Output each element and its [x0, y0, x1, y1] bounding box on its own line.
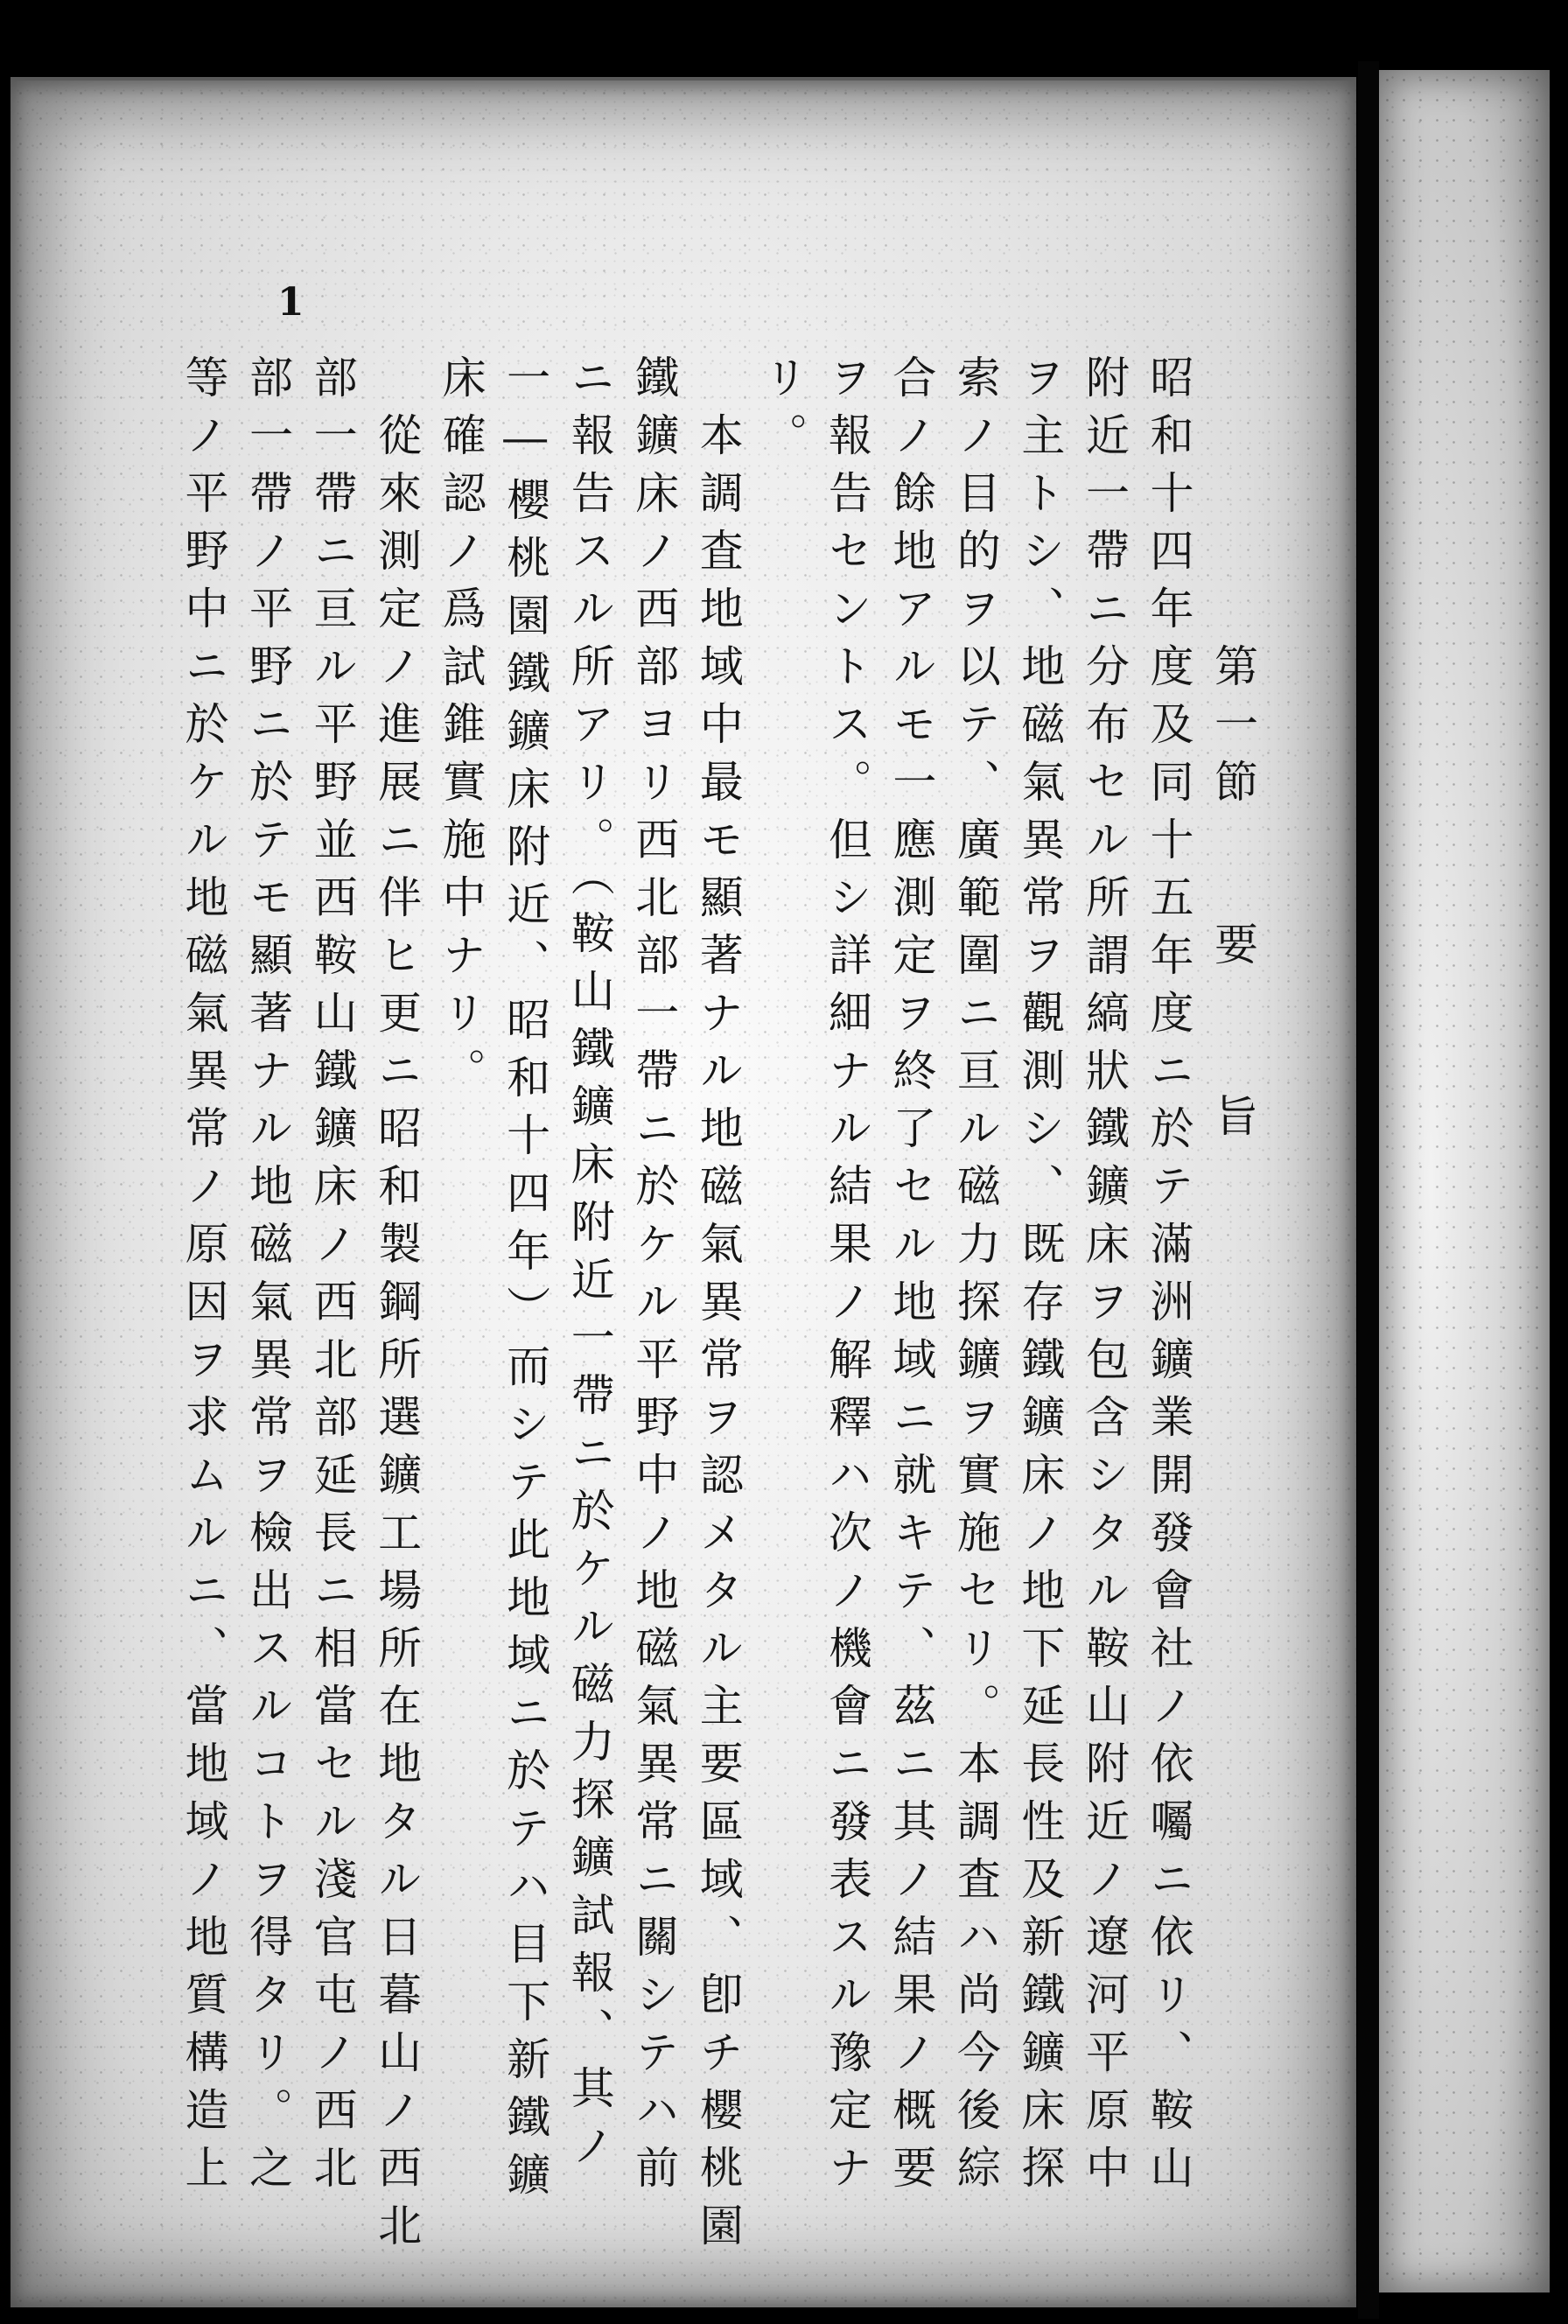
- text-column: 鐵鑛床ノ西部ヨリ西北部一帶ニ於ケル平野中ノ地磁氣異常ニ關シテハ前: [628, 354, 680, 2202]
- text-column: 床確認ノ爲試錐實施中ナリ。: [435, 354, 486, 1105]
- text-column: ヲ報告セントス。但シ詳細ナル結果ノ解釋ハ次ノ機會ニ發表スル豫定ナ: [821, 354, 872, 2202]
- text-column: ヲ主トシ、地磁氣異常ヲ觀測シ、既存鐵鑛床ノ地下延長性及新鐵鑛床探: [1014, 354, 1066, 2202]
- text-column: 部一帶ニ亘ル平野並西鞍山鐵鑛床ノ西北部延長ニ相當セル淺官屯ノ西北: [306, 354, 358, 2202]
- text-column: 索ノ目的ヲ以テ、廣範圍ニ亘ル磁力探鑛ヲ實施セリ。本調査ハ尚今後綜: [949, 354, 1001, 2202]
- heading-part-2: 要: [1208, 921, 1258, 979]
- text-column: 部一帶ノ平野ニ於テモ顯著ナル地磁氣異常ヲ檢出スルコトヲ得タリ。之: [242, 354, 294, 2202]
- text-column: 等ノ平野中ニ於ケル地磁氣異常ノ原因ヲ求ムルニ、當地域ノ地質構造上: [178, 354, 229, 2202]
- heading-part-3: 旨: [1208, 1093, 1258, 1151]
- text-column: ニ報告スル所アリ。（鞍山鐵鑛床附近一帶ニ於ケル磁力探鑛試報、其ノ: [564, 354, 615, 2180]
- text-column: 附近一帶ニ分布セル所謂縞狀鐵鑛床ヲ包含シタル鞍山附近ノ遼河平原中: [1078, 354, 1130, 2202]
- book-gutter: [1358, 61, 1379, 2319]
- text-column: 昭和十四年度及同十五年度ニ於テ滿洲鑛業開發會社ノ依囑ニ依リ、鞍山: [1143, 354, 1194, 2202]
- heading-part-1: 第一節: [1208, 643, 1258, 816]
- section-heading: [1206, 643, 1264, 1518]
- text-column: リ。: [757, 354, 808, 470]
- text-column: 一―櫻桃園鐵鑛床附近、昭和十四年）而シテ此地域ニ於テハ目下新鐵鑛: [500, 354, 551, 2209]
- text-column: 合ノ餘地アルモ一應測定ヲ終了セル地域ニ就キテ、茲ニ其ノ結果ノ概要: [886, 354, 937, 2202]
- adjacent-page-edge: [1379, 70, 1550, 2292]
- text-column: 從來測定ノ進展ニ伴ヒ更ニ昭和製鋼所選鑛工場所在地タル日暮山ノ西北: [371, 412, 423, 2260]
- text-column: 本調査地域中最モ顯著ナル地磁氣異常ヲ認メタル主要區域、卽チ櫻桃園: [692, 412, 744, 2260]
- page-number: 1: [277, 280, 304, 325]
- vertical-text-body: [171, 354, 1264, 2260]
